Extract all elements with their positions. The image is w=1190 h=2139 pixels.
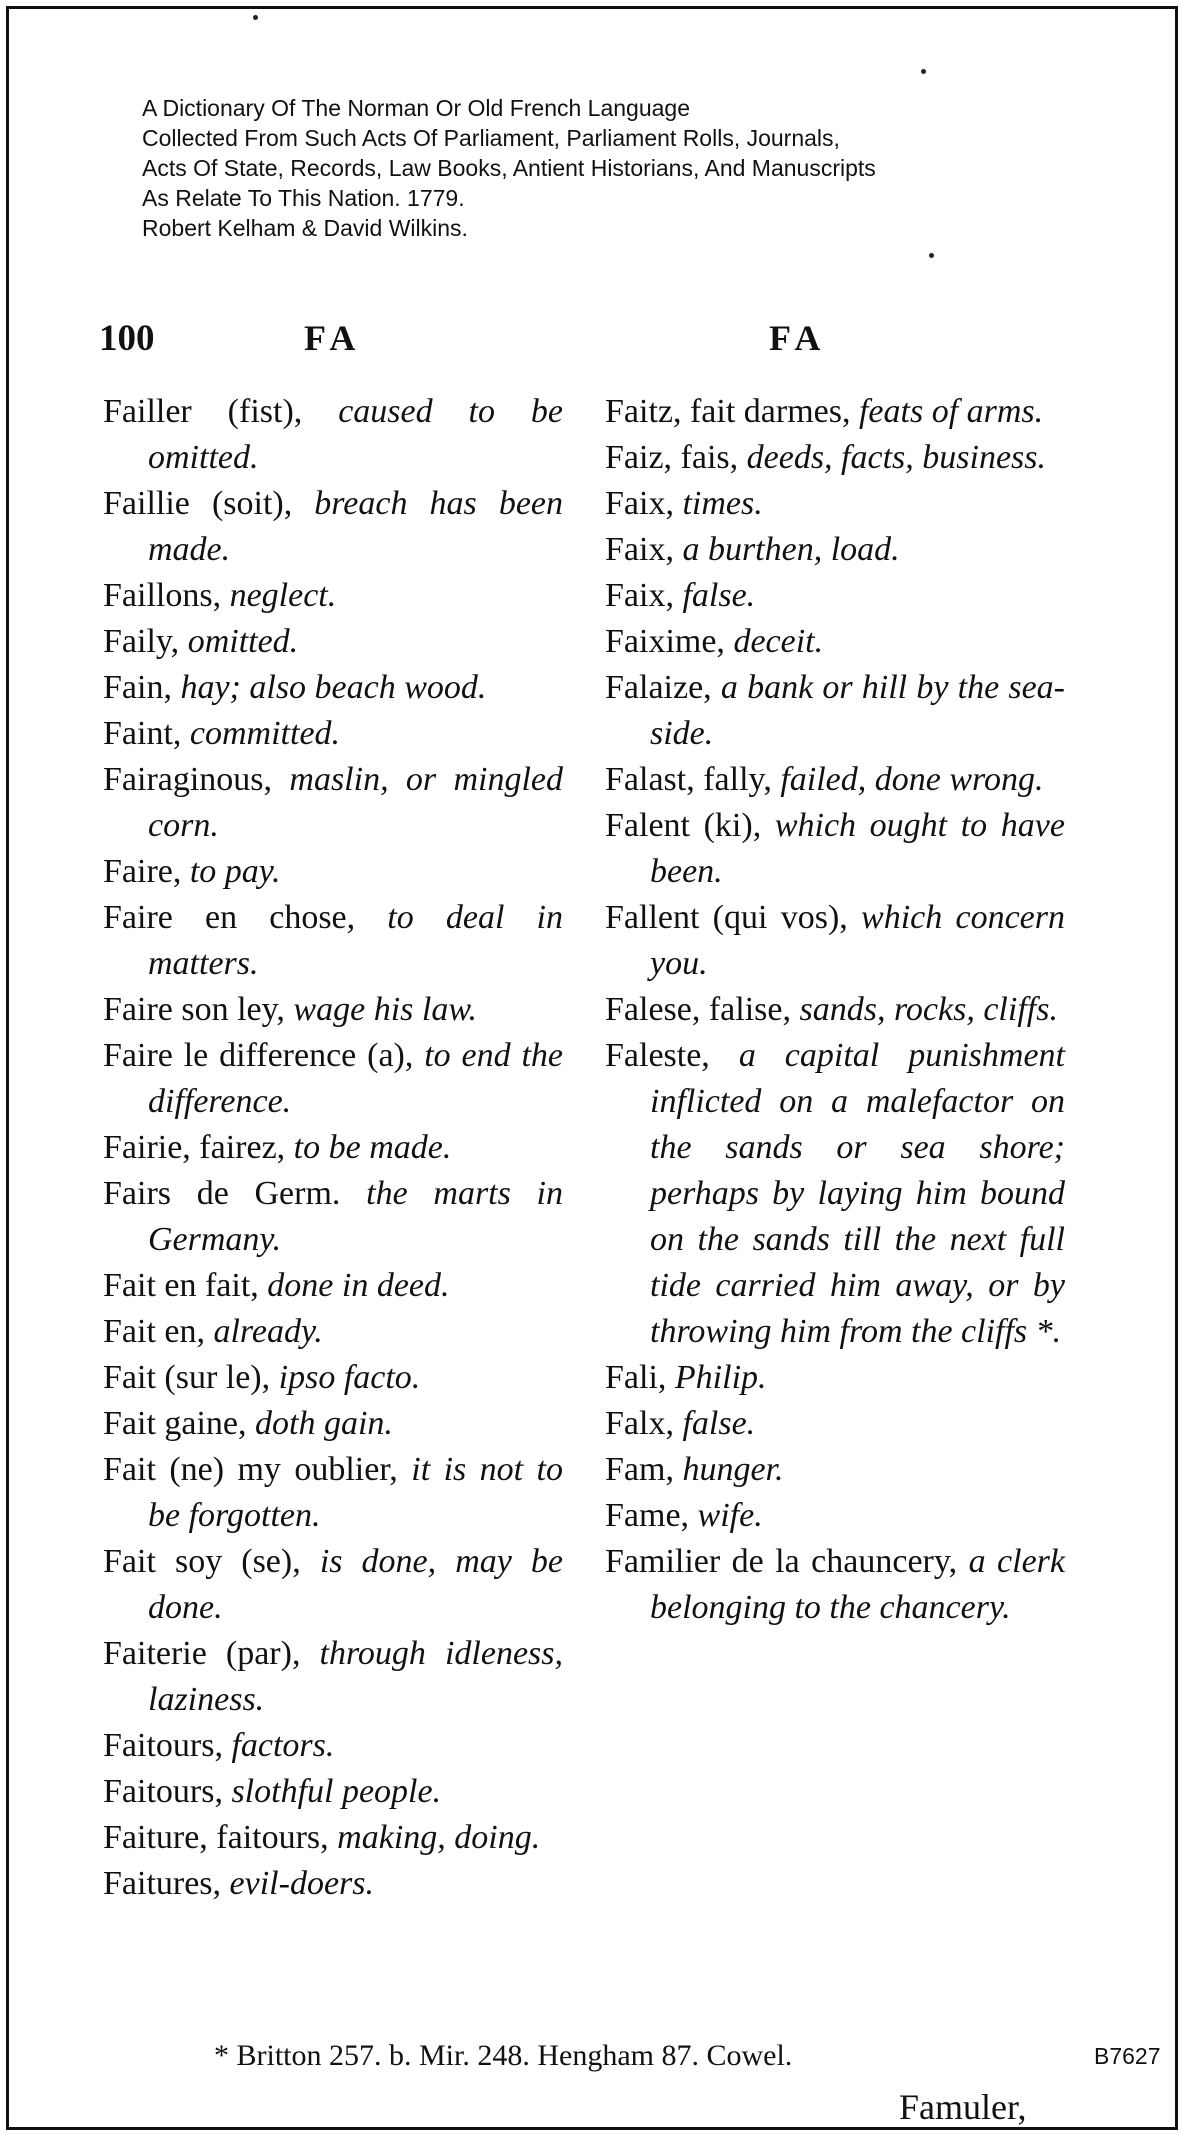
entry-definition: false. (682, 1405, 756, 1442)
entry-definition: evil-doers. (229, 1865, 374, 1902)
entry-definition: making, doing. (337, 1819, 541, 1856)
dictionary-entry (103, 573, 563, 619)
reference-id: B7627 (1094, 2043, 1161, 2069)
header-line: As Relate To This Nation. 1779. (142, 185, 465, 211)
entry-definition: already. (213, 1313, 323, 1350)
entry-term: Faily, (103, 623, 180, 660)
dictionary-entry (103, 619, 563, 665)
dictionary-entry (103, 711, 563, 757)
entry-term: Faiterie (par), (103, 1635, 301, 1672)
entry-definition: slothful people. (231, 1773, 442, 1810)
dictionary-entry (103, 895, 563, 987)
entry-term: Fait (ne) my oublier, (103, 1451, 398, 1488)
dictionary-entry (103, 1539, 563, 1631)
entry-definition: a capital punishment inflicted on a malefactor on the sands or sea shore; perhaps by laying him bound on the sands till the next full tide carried him away, or by throwing him from the cliffs *. (650, 1037, 1066, 1350)
dictionary-entry (605, 1401, 1065, 1447)
entry-definition: committed. (189, 715, 341, 752)
ink-speck (921, 69, 926, 74)
entry-definition: sands, rocks, cliffs. (799, 991, 1058, 1028)
dictionary-entry (103, 987, 563, 1033)
dictionary-entry (605, 1493, 1065, 1539)
running-head-left: FA (304, 318, 362, 358)
dictionary-entry (605, 1447, 1065, 1493)
entry-term: Faitours, (103, 1773, 223, 1810)
dictionary-entry (605, 803, 1065, 895)
entry-definition: to end the difference. (148, 1037, 564, 1120)
page-number: 100 (99, 318, 155, 359)
header-line: A Dictionary Of The Norman Or Old French Language (142, 95, 691, 121)
entry-definition: maslin, or mingled corn. (148, 761, 564, 844)
entry-term: Fait (sur le), (103, 1359, 271, 1396)
dictionary-entry (103, 1815, 563, 1861)
entry-definition: failed, done wrong. (780, 761, 1044, 798)
entry-definition: to be made. (293, 1129, 452, 1166)
entry-term: Faire en chose, (103, 899, 356, 936)
entry-term: Faillons, (103, 577, 222, 614)
entry-definition: factors. (231, 1727, 335, 1764)
entry-term: Falx, (605, 1405, 674, 1442)
dictionary-entry (103, 389, 563, 481)
entry-definition: a burthen, load. (682, 531, 900, 568)
entry-term: Faitures, (103, 1865, 222, 1902)
footnote: * Britton 257. b. Mir. 248. Hengham 87. Cowel. (214, 2039, 793, 2072)
entry-definition: breach has been made. (148, 485, 563, 568)
entry-definition: done in deed. (267, 1267, 450, 1304)
dictionary-entry (103, 1447, 563, 1539)
dictionary-entry (103, 1033, 563, 1125)
entry-definition: omitted. (187, 623, 299, 660)
entry-definition: through idleness, laziness. (148, 1635, 563, 1718)
dictionary-entry (605, 619, 1065, 665)
dictionary-entry (103, 1401, 563, 1447)
entry-term: Faiz, fais, (605, 439, 739, 476)
entry-term: Faint, (103, 715, 182, 752)
entry-definition: a bank or hill by the sea-side. (650, 669, 1066, 752)
entry-definition: deceit. (733, 623, 824, 660)
entry-term: Faix, (605, 577, 674, 614)
entry-term: Fali, (605, 1359, 667, 1396)
dictionary-entry (103, 1309, 563, 1355)
entry-term: Falent (ki), (605, 807, 762, 844)
entry-definition: to pay. (189, 853, 281, 890)
entry-term: Fait gaine, (103, 1405, 247, 1442)
entry-definition: hay; also beach wood. (180, 669, 487, 706)
ink-speck (929, 253, 934, 258)
entry-term: Fairie, fairez, (103, 1129, 286, 1166)
entry-term: Failler (fist), (103, 393, 303, 430)
entry-definition: deeds, facts, business. (746, 439, 1046, 476)
entry-definition: wife. (697, 1497, 763, 1534)
dictionary-entry (605, 481, 1065, 527)
catchword: Famuler, (899, 2087, 1027, 2127)
dictionary-entry (605, 1355, 1065, 1401)
entry-term: Faillie (soit), (103, 485, 293, 522)
entry-term: Fallent (qui vos), (605, 899, 848, 936)
entry-definition: false. (682, 577, 756, 614)
entry-term: Faire son ley, (103, 991, 285, 1028)
entry-term: Faleste, (605, 1037, 710, 1074)
entry-term: Fain, (103, 669, 172, 706)
dictionary-entry (605, 1539, 1065, 1631)
entry-term: Faixime, (605, 623, 725, 660)
dictionary-entry (103, 1861, 563, 1907)
left-column (103, 389, 563, 1907)
entry-definition: times. (682, 485, 763, 522)
entry-term: Faire, (103, 853, 182, 890)
entry-term: Fait en fait, (103, 1267, 259, 1304)
entry-definition: neglect. (229, 577, 337, 614)
header-line: Acts Of State, Records, Law Books, Antient Historians, And Manuscripts (142, 155, 876, 181)
entry-term: Faitz, fait darmes, (605, 393, 851, 430)
entry-definition: caused to be omitted. (148, 393, 564, 476)
entry-term: Falast, fally, (605, 761, 772, 798)
ink-speck (253, 15, 258, 20)
entry-definition: feats of arms. (858, 393, 1044, 430)
dictionary-entry (605, 987, 1065, 1033)
dictionary-entry (103, 1723, 563, 1769)
entry-definition: which ought to have been. (650, 807, 1065, 890)
running-head-right: FA (769, 318, 827, 358)
dictionary-entry (103, 1631, 563, 1723)
entry-term: Falaize, (605, 669, 712, 706)
entry-term: Faix, (605, 485, 674, 522)
dictionary-entry (605, 895, 1065, 987)
entry-term: Faire le difference (a), (103, 1037, 414, 1074)
entry-definition: hunger. (682, 1451, 784, 1488)
right-column (605, 389, 1065, 1631)
dictionary-entry (103, 481, 563, 573)
dictionary-entry (103, 1769, 563, 1815)
dictionary-entry (605, 389, 1065, 435)
dictionary-entry (103, 1263, 563, 1309)
entry-term: Familier de la chauncery, (605, 1543, 958, 1580)
entry-term: Fairs de Germ. (103, 1175, 341, 1212)
entry-term: Fairaginous, (103, 761, 273, 798)
entry-definition: which concern you. (650, 899, 1066, 982)
entry-term: Faiture, faitours, (103, 1819, 329, 1856)
source-header (142, 93, 876, 243)
entry-term: Fame, (605, 1497, 690, 1534)
dictionary-entry (605, 665, 1065, 757)
dictionary-entry (605, 757, 1065, 803)
dictionary-entry (103, 1125, 563, 1171)
dictionary-entry (103, 757, 563, 849)
dictionary-entry (103, 665, 563, 711)
entry-definition: it is not to be forgotten. (148, 1451, 563, 1534)
dictionary-entry (103, 1171, 563, 1263)
entry-term: Fait en, (103, 1313, 205, 1350)
dictionary-entry (605, 573, 1065, 619)
dictionary-entry (605, 1033, 1065, 1355)
entry-definition: ipso facto. (278, 1359, 421, 1396)
dictionary-entry (103, 849, 563, 895)
entry-definition: to deal in matters. (148, 899, 563, 982)
dictionary-entry (605, 527, 1065, 573)
entry-definition: the marts in Germany. (148, 1175, 563, 1258)
header-line: Collected From Such Acts Of Parliament, Parliament Rolls, Journals, (142, 125, 840, 151)
entry-term: Fam, (605, 1451, 674, 1488)
entry-term: Faitours, (103, 1727, 223, 1764)
entry-definition: wage his law. (293, 991, 477, 1028)
header-line: Robert Kelham & David Wilkins. (142, 215, 468, 241)
entry-term: Fait soy (se), (103, 1543, 301, 1580)
entry-term: Falese, falise, (605, 991, 791, 1028)
dictionary-page (6, 6, 1178, 2130)
entry-definition: Philip. (674, 1359, 767, 1396)
entry-term: Faix, (605, 531, 674, 568)
entry-definition: a clerk belonging to the chancery. (650, 1543, 1066, 1626)
entry-definition: doth gain. (255, 1405, 393, 1442)
dictionary-entry (605, 435, 1065, 481)
dictionary-entry (103, 1355, 563, 1401)
entry-definition: is done, may be done. (148, 1543, 564, 1626)
